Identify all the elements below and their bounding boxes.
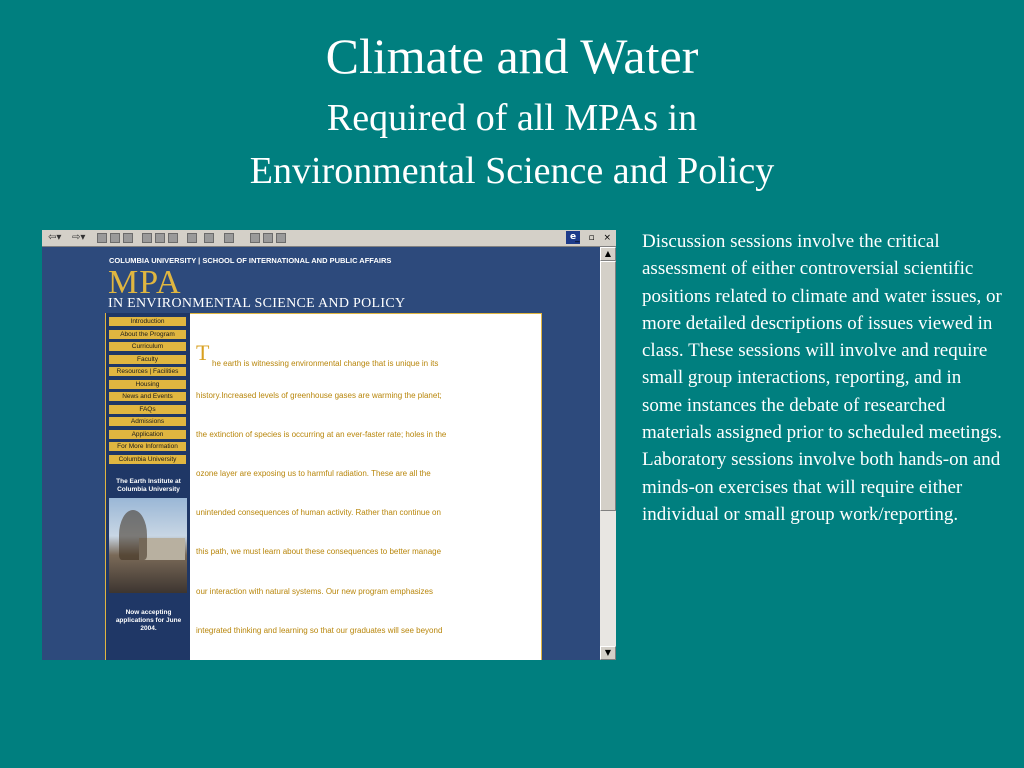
forward-arrow-icon[interactable]: ⇨▾ [72, 232, 86, 243]
intro-line: history.Increased levels of greenhouse gases are warming the planet; [196, 391, 442, 400]
mpa-logo: MPA [108, 264, 182, 301]
campus-photo [109, 498, 187, 593]
history-icon[interactable] [168, 233, 178, 243]
intro-content [190, 313, 542, 660]
intro-line: unintended consequences of human activity. Rather than continue on [196, 508, 441, 517]
home-icon[interactable] [123, 233, 133, 243]
accepting-line-3: 2004. [140, 625, 157, 632]
vertical-scrollbar[interactable] [600, 247, 616, 660]
university-line: COLUMBIA UNIVERSITY | SCHOOL OF INTERNATIONAL AND PUBLIC AFFAIRS [109, 256, 392, 265]
site-nav [105, 313, 191, 660]
back-arrow-icon[interactable]: ⇦▾ [48, 232, 62, 243]
accepting-line-2: applications for June [115, 617, 182, 624]
refresh-icon[interactable] [110, 233, 120, 243]
search-icon[interactable] [142, 233, 152, 243]
nav-admissions[interactable]: Admissions [109, 417, 186, 426]
browser-logo-icon: e [566, 231, 580, 244]
scroll-up-arrow-icon[interactable]: ▲ [600, 247, 616, 261]
drop-cap: T [196, 340, 210, 365]
discussion-paragraph: Discussion sessions involve the critical assessment of either controversial scientific positions related to climate and water issues, or more detailed descriptions of issues viewed in class. These sessions will involve and require small group interactions, reporting, and in some instances the debate of researched materials assigned prior to scheduled meetings. [642, 231, 1002, 444]
intro-line: this path, we must learn about these consequences to better manage [196, 547, 442, 556]
nav-about-the-program[interactable]: About the Program [109, 330, 186, 339]
earth-institute-line-1: The Earth Institute at [116, 478, 181, 485]
program-line: IN ENVIRONMENTAL SCIENCE AND POLICY [108, 296, 406, 311]
nav-columbia-university[interactable]: Columbia University [109, 455, 186, 464]
favorites-icon[interactable] [155, 233, 165, 243]
earth-institute-line-2: Columbia University [117, 486, 180, 493]
stop-icon[interactable] [97, 233, 107, 243]
slide-subtitle-line-2: Environmental Science and Policy [249, 150, 775, 192]
nav-curriculum[interactable]: Curriculum [109, 342, 186, 351]
nav-news-and-events[interactable]: News and Events [109, 392, 186, 401]
nav-faqs[interactable]: FAQs [109, 405, 186, 414]
nav-for-more-information[interactable]: For More Information [109, 442, 186, 451]
browser-screenshot [42, 230, 616, 660]
messenger-icon[interactable] [263, 233, 273, 243]
nav-housing[interactable]: Housing [109, 380, 186, 389]
nav-faculty[interactable]: Faculty [109, 355, 186, 364]
intro-line: ozone layer are exposing us to harmful radiation. These are all the [196, 469, 431, 478]
earth-institute-link[interactable] [106, 478, 191, 494]
browser-toolbar [42, 230, 616, 247]
nav-resources-facilities[interactable]: Resources | Facilities [109, 367, 186, 376]
media-icon[interactable] [276, 233, 286, 243]
intro-line: the extinction of species is occurring at an ever-faster rate; holes in the [196, 430, 447, 439]
intro-line: he earth is witnessing environmental change that is unique in its [212, 359, 439, 368]
accepting-applications-notice [106, 609, 191, 633]
nav-introduction[interactable]: Introduction [109, 317, 186, 326]
print-icon[interactable] [204, 233, 214, 243]
intro-line: our interaction with natural systems. Our new program emphasizes [196, 587, 433, 596]
laboratory-paragraph: Laboratory sessions involve both hands-on and minds-on exercises that will require either individual or small group work/reporting. [642, 449, 1001, 525]
discuss-icon[interactable] [250, 233, 260, 243]
description [642, 228, 1002, 528]
web-page [42, 247, 600, 660]
nav-application[interactable]: Application [109, 430, 186, 439]
mail-icon[interactable] [187, 233, 197, 243]
scroll-down-arrow-icon[interactable]: ▼ [600, 646, 616, 660]
window-controls[interactable]: _ ▫ × [575, 233, 614, 243]
slide-subtitle-line-1: Required of all MPAs in [326, 97, 698, 139]
accepting-line-1: Now accepting [125, 609, 172, 616]
slide-title: Climate and Water [325, 28, 699, 84]
intro-line: integrated thinking and learning so that our graduates will see beyond [196, 626, 443, 635]
edit-icon[interactable] [224, 233, 234, 243]
scrollbar-thumb[interactable] [600, 261, 616, 511]
